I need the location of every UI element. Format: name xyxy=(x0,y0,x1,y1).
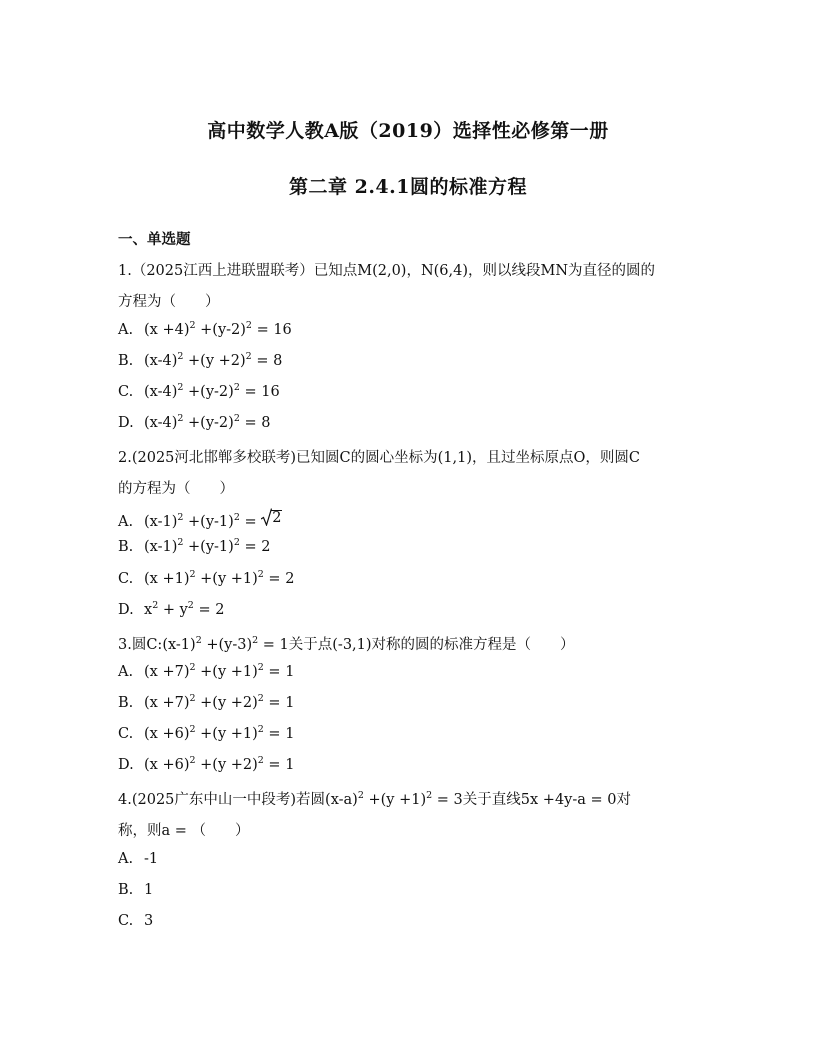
q2-option-a xyxy=(118,508,282,530)
q1-option-c xyxy=(118,384,280,400)
exponent: 2 xyxy=(233,537,240,548)
option-part: (x +4) xyxy=(144,322,190,338)
exponent: 2 xyxy=(177,413,184,424)
exponent: 2 xyxy=(177,351,184,362)
option-letter: B. xyxy=(118,695,134,711)
option-part: + y xyxy=(158,602,188,618)
exponent: 2 xyxy=(189,724,196,735)
q4-option-c xyxy=(118,913,153,929)
option-part: (x-4) xyxy=(144,384,178,400)
stem-part: = 3关于直线5x +4y-a = 0对 xyxy=(432,792,631,808)
option-part: (x +6) xyxy=(144,726,190,742)
option-part: +(y-2) xyxy=(195,322,246,338)
exponent: 2 xyxy=(233,413,240,424)
option-part: = 1 xyxy=(263,726,295,742)
exponent: 2 xyxy=(189,693,196,704)
option-part: = 2 xyxy=(239,539,271,555)
option-part: = 16 xyxy=(239,384,280,400)
exponent: 2 xyxy=(152,600,159,611)
option-part: +(y +1) xyxy=(195,726,258,742)
q4-option-a xyxy=(118,851,158,867)
option-text: 1 xyxy=(144,882,154,898)
option-part: = xyxy=(239,514,262,530)
option-part: = 8 xyxy=(239,415,271,431)
option-letter: C. xyxy=(118,384,134,400)
option-part: +(y-2) xyxy=(183,415,234,431)
option-part: = 16 xyxy=(251,322,292,338)
radicand: 2 xyxy=(272,510,282,526)
stem-part: +(y +1) xyxy=(363,792,427,808)
stem-part: +(y-3) xyxy=(201,637,253,653)
section-heading: 一、单选题 xyxy=(118,231,191,248)
exponent: 2 xyxy=(426,790,433,801)
exponent: 2 xyxy=(189,320,196,331)
q1-option-b xyxy=(118,353,282,369)
stem-part: = 1关于点(-3,1)对称的圆的标准方程是（ ） xyxy=(258,637,575,653)
exponent: 2 xyxy=(189,662,196,673)
q1-option-a xyxy=(118,322,292,338)
exponent: 2 xyxy=(257,662,264,673)
option-part: (x +1) xyxy=(144,571,190,587)
q2-option-c xyxy=(118,571,294,587)
exponent: 2 xyxy=(245,351,252,362)
q3-option-b xyxy=(118,695,294,711)
option-text: -1 xyxy=(144,851,159,867)
option-letter: C. xyxy=(118,913,134,929)
option-part: = 1 xyxy=(263,664,295,680)
option-letter: A. xyxy=(118,851,134,867)
option-part: +(y +1) xyxy=(195,571,258,587)
q3-option-d xyxy=(118,757,294,773)
option-part: (x +6) xyxy=(144,757,190,773)
q4-stem-line2: 称，则a = （ ） xyxy=(118,823,250,839)
exponent: 2 xyxy=(252,635,259,646)
option-part: (x +7) xyxy=(144,695,190,711)
option-part: +(y +1) xyxy=(195,664,258,680)
option-part: (x-1) xyxy=(144,539,178,555)
q4-option-b xyxy=(118,882,153,898)
option-letter: C. xyxy=(118,571,134,587)
q3-option-a xyxy=(118,664,294,680)
option-letter: D. xyxy=(118,757,134,773)
exponent: 2 xyxy=(195,635,202,646)
exponent: 2 xyxy=(233,382,240,393)
exponent: 2 xyxy=(177,512,184,523)
exponent: 2 xyxy=(189,755,196,766)
q2-option-b xyxy=(118,539,270,555)
option-part: = 2 xyxy=(263,571,295,587)
exponent: 2 xyxy=(257,755,264,766)
option-letter: B. xyxy=(118,353,134,369)
option-part: (x +7) xyxy=(144,664,190,680)
option-part: +(y-1) xyxy=(183,514,234,530)
option-part: (x-1) xyxy=(144,514,178,530)
option-part: +(y-2) xyxy=(183,384,234,400)
option-part: +(y +2) xyxy=(195,757,258,773)
option-letter: A. xyxy=(118,514,134,530)
q4-stem-line1 xyxy=(118,788,631,809)
exponent: 2 xyxy=(245,320,252,331)
option-part: = 1 xyxy=(263,757,295,773)
option-part: = 1 xyxy=(263,695,295,711)
q1-stem-line1: 1.（2025江西上进联盟联考）已知点M(2,0)，N(6,4)，则以线段MN为直径的圆的 xyxy=(118,263,656,279)
exponent: 2 xyxy=(357,790,364,801)
exponent: 2 xyxy=(257,569,264,580)
exponent: 2 xyxy=(257,693,264,704)
option-part: +(y +2) xyxy=(195,695,258,711)
q1-stem-line2: 方程为（ ） xyxy=(118,294,220,310)
square-root-symbol xyxy=(261,508,282,526)
exponent: 2 xyxy=(257,724,264,735)
exponent: 2 xyxy=(233,512,240,523)
exponent: 2 xyxy=(177,537,184,548)
stem-part: 4.(2025广东中山一中段考)若圆(x-a) xyxy=(118,792,358,808)
exponent: 2 xyxy=(187,600,194,611)
document-subtitle: 第二章 2.4.1圆的标准方程 xyxy=(288,176,527,198)
option-part: (x-4) xyxy=(144,415,178,431)
option-letter: B. xyxy=(118,539,134,555)
option-part: +(y +2) xyxy=(183,353,246,369)
option-letter: A. xyxy=(118,322,134,338)
q2-stem-line2: 的方程为（ ） xyxy=(118,481,234,497)
exponent: 2 xyxy=(189,569,196,580)
q3-stem xyxy=(118,633,575,654)
document-title: 高中数学人教A版（2019）选择性必修第一册 xyxy=(207,120,609,142)
stem-part: 3.圆C:(x-1) xyxy=(118,637,196,653)
option-letter: A. xyxy=(118,664,134,680)
option-part: = 2 xyxy=(193,602,225,618)
option-part: = 8 xyxy=(251,353,283,369)
option-letter: C. xyxy=(118,726,134,742)
option-part: (x-4) xyxy=(144,353,178,369)
q2-option-d xyxy=(118,602,224,618)
option-part: x xyxy=(144,602,153,618)
option-letter: B. xyxy=(118,882,134,898)
q3-option-c xyxy=(118,726,294,742)
q2-stem-line1: 2.(2025河北邯郸多校联考)已知圆C的圆心坐标为(1,1)，且过坐标原点O，则圆C xyxy=(118,450,640,466)
option-text: 3 xyxy=(144,913,154,929)
exponent: 2 xyxy=(177,382,184,393)
option-letter: D. xyxy=(118,602,134,618)
q1-option-d xyxy=(118,415,270,431)
option-part: +(y-1) xyxy=(183,539,234,555)
option-letter: D. xyxy=(118,415,134,431)
